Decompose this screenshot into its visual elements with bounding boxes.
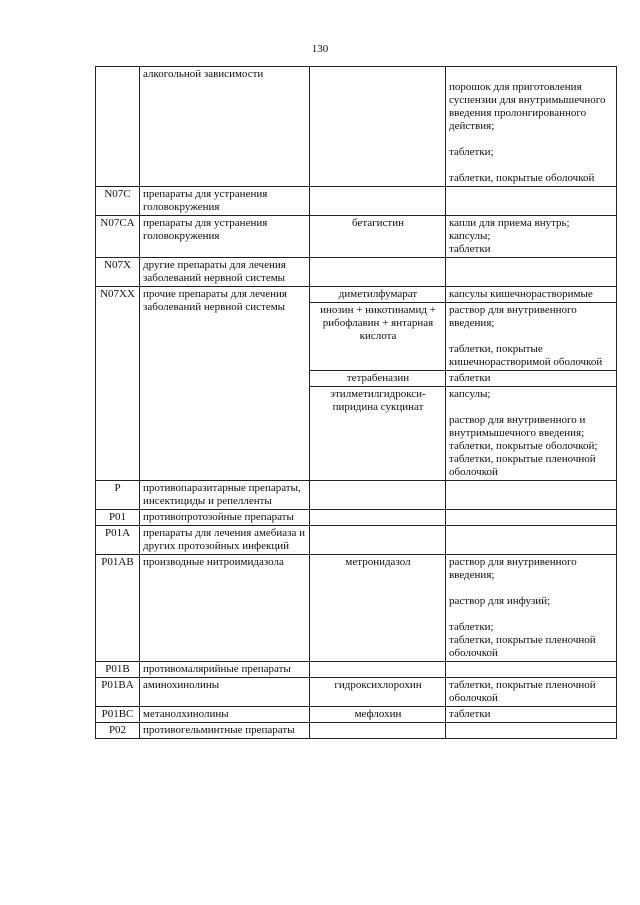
atc-code-cell <box>96 67 140 187</box>
dosage-form-cell <box>446 216 617 258</box>
atc-name-cell: аминохинолины <box>140 678 310 707</box>
dosage-form-cell <box>446 258 617 287</box>
dosage-form: капсулы кишечнорастворимые <box>449 288 593 300</box>
form-gap <box>449 582 614 595</box>
table-row <box>96 187 617 216</box>
inn-cell <box>310 481 446 510</box>
inn-cell <box>310 510 446 526</box>
dosage-form-cell <box>446 526 617 555</box>
dosage-form: раствор для внутривенного введения; <box>449 304 577 329</box>
dosage-form: капли для приема внутрь; <box>449 217 570 229</box>
inn-cell: метронидазол <box>310 555 446 662</box>
page-number: 130 <box>311 43 329 55</box>
atc-name-cell: противопротозойные препараты <box>140 510 310 526</box>
table-row <box>96 510 617 526</box>
table-row <box>96 555 617 662</box>
inn-cell: инозин + никотинамид + рибофлавин + янтарная кислота <box>310 303 446 371</box>
atc-name-cell: производные нитроимидазола <box>140 555 310 662</box>
atc-name-cell: метанолхинолины <box>140 707 310 723</box>
form-gap <box>449 401 614 414</box>
atc-code-cell: P01A <box>96 526 140 555</box>
dosage-form: таблетки, покрытые пленочной оболочкой <box>449 634 596 659</box>
inn-cell: тетрабеназин <box>310 371 446 387</box>
dosage-form-cell <box>446 707 617 723</box>
inn-cell <box>310 187 446 216</box>
dosage-form: порошок для приготовления суспензии для внутримышечного введения пролонгированного действия; <box>449 81 606 132</box>
dosage-form: таблетки, покрытые оболочкой <box>449 172 595 184</box>
dosage-form-cell <box>446 723 617 739</box>
inn-cell <box>310 662 446 678</box>
dosage-form: капсулы; <box>449 388 491 400</box>
atc-name-cell: другие препараты для лечения заболеваний нервной системы <box>140 258 310 287</box>
dosage-form: таблетки <box>449 243 491 255</box>
dosage-form: таблетки, покрытые оболочкой; <box>449 440 598 452</box>
atc-name-cell: алкогольной зависимости <box>140 67 310 187</box>
dosage-form-cell <box>446 187 617 216</box>
atc-code-cell: N07CA <box>96 216 140 258</box>
atc-code-cell: P <box>96 481 140 510</box>
dosage-form-cell <box>446 287 617 303</box>
dosage-form: раствор для инфузий; <box>449 595 551 607</box>
table-row <box>96 678 617 707</box>
table-row <box>96 662 617 678</box>
table-row <box>96 707 617 723</box>
table-row <box>96 258 617 287</box>
inn-cell: диметилфумарат <box>310 287 446 303</box>
dosage-form: таблетки, покрытые пленочной оболочкой <box>449 453 596 478</box>
atc-name-cell: препараты для лечения амебиаза и других протозойных инфекций <box>140 526 310 555</box>
table-row <box>96 67 617 187</box>
atc-code-cell: P01BC <box>96 707 140 723</box>
table-row <box>96 216 617 258</box>
table-row <box>96 287 617 303</box>
atc-name-cell: противогельминтные препараты <box>140 723 310 739</box>
dosage-form-cell <box>446 678 617 707</box>
table-row <box>96 526 617 555</box>
atc-code-cell: P01BA <box>96 678 140 707</box>
dosage-form: капсулы; <box>449 230 491 242</box>
inn-cell: этилметилгидрокси-пиридина сукцинат <box>310 387 446 481</box>
dosage-form-cell <box>446 481 617 510</box>
inn-cell <box>310 258 446 287</box>
atc-code-cell: N07C <box>96 187 140 216</box>
inn-cell: мефлохин <box>310 707 446 723</box>
form-gap <box>449 133 614 146</box>
table-row <box>96 723 617 739</box>
dosage-form: раствор для внутривенного введения; <box>449 556 577 581</box>
dosage-form: таблетки, покрытые пленочной оболочкой <box>449 679 596 704</box>
inn-cell: гидроксихлорохин <box>310 678 446 707</box>
atc-name-cell: препараты для устранения головокружения <box>140 216 310 258</box>
atc-code-cell: N07X <box>96 258 140 287</box>
atc-code-cell: P02 <box>96 723 140 739</box>
dosage-form: таблетки; <box>449 146 494 158</box>
dosage-form: таблетки <box>449 708 491 720</box>
inn-cell <box>310 723 446 739</box>
dosage-form-cell <box>446 555 617 662</box>
dosage-form-cell <box>446 371 617 387</box>
inn-cell: бетагистин <box>310 216 446 258</box>
dosage-form: раствор для внутривенного и внутримышечного введения; <box>449 414 586 439</box>
atc-name-cell: прочие препараты для лечения заболеваний нервной системы <box>140 287 310 481</box>
form-gap <box>449 159 614 172</box>
atc-code-cell: N07XX <box>96 287 140 481</box>
atc-name-cell: противопаразитарные препараты, инсектициды и репелленты <box>140 481 310 510</box>
atc-name-cell: противомалярийные препараты <box>140 662 310 678</box>
form-gap <box>449 330 614 343</box>
form-gap <box>449 68 614 81</box>
dosage-form-cell <box>446 387 617 481</box>
table-row <box>96 481 617 510</box>
dosage-form-cell <box>446 662 617 678</box>
dosage-form: таблетки; <box>449 621 494 633</box>
atc-code-cell: P01B <box>96 662 140 678</box>
atc-name-cell: препараты для устранения головокружения <box>140 187 310 216</box>
dosage-form: таблетки, покрытые кишечнорастворимой оболочкой <box>449 343 603 368</box>
drug-table <box>95 66 617 739</box>
dosage-form-cell <box>446 510 617 526</box>
form-gap <box>449 608 614 621</box>
dosage-form-cell <box>446 67 617 187</box>
dosage-form: таблетки <box>449 372 491 384</box>
inn-cell <box>310 67 446 187</box>
inn-cell <box>310 526 446 555</box>
dosage-form-cell <box>446 303 617 371</box>
atc-code-cell: P01AB <box>96 555 140 662</box>
atc-code-cell: P01 <box>96 510 140 526</box>
